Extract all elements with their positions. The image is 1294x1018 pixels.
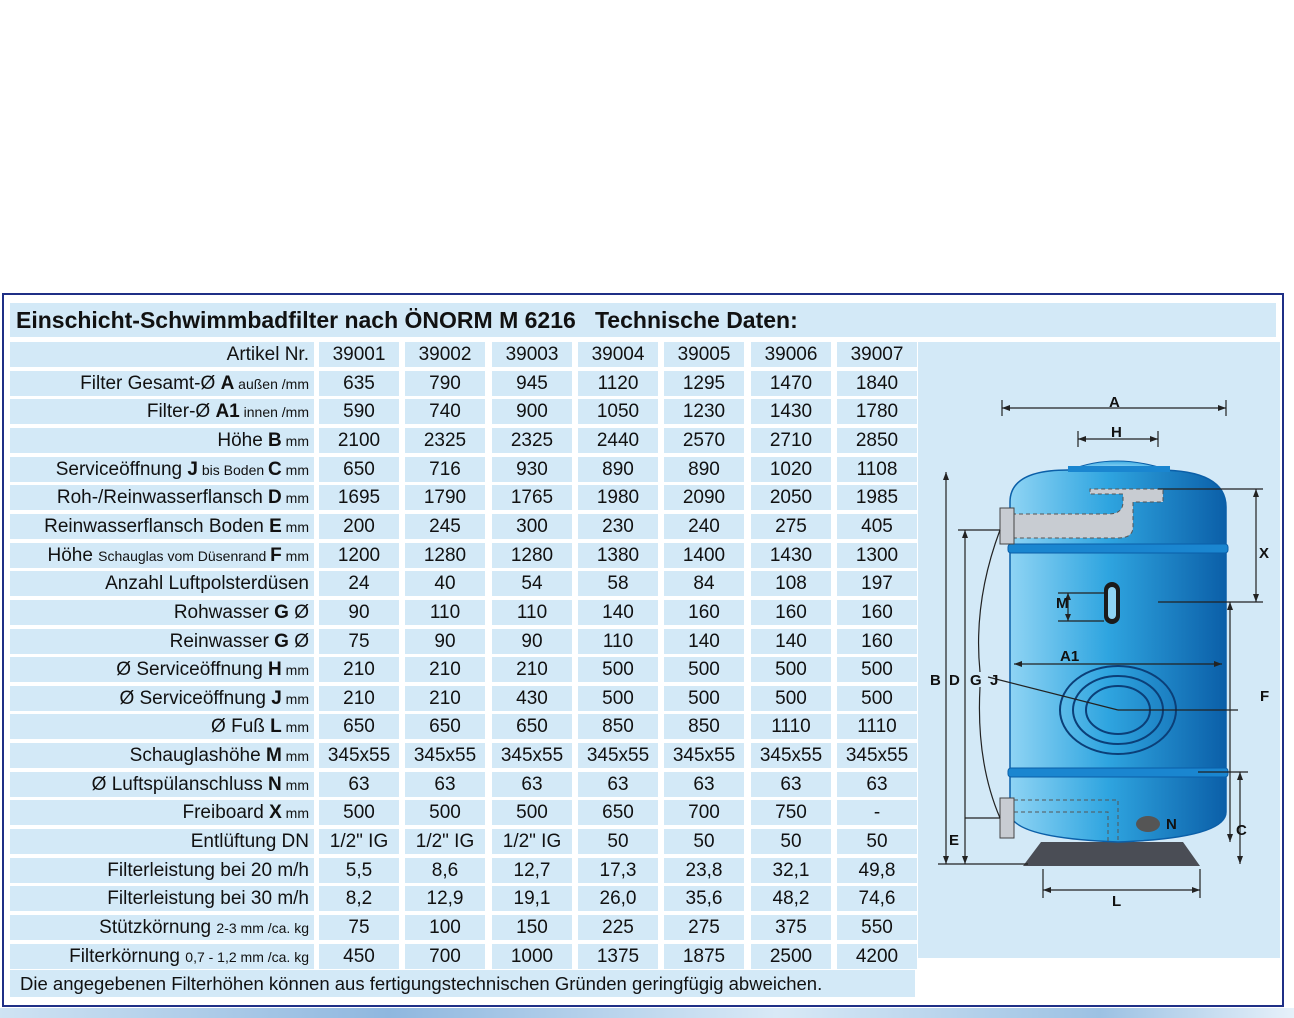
label-symbol: N xyxy=(268,774,282,795)
value-cell: 345x55 xyxy=(492,743,572,768)
value-cell: 39006 xyxy=(751,342,831,367)
value-cell: 84 xyxy=(664,571,744,596)
filter-diagram-panel xyxy=(918,342,1280,958)
row-label xyxy=(10,457,314,482)
value-cell: 63 xyxy=(837,772,917,797)
value-cell: 49,8 xyxy=(837,858,917,883)
value-cell: 210 xyxy=(405,686,485,711)
value-cell: 1110 xyxy=(751,714,831,739)
label-text: Artikel Nr. xyxy=(226,344,309,365)
lower-band xyxy=(1008,768,1228,777)
value-cell: 650 xyxy=(405,714,485,739)
table-row xyxy=(10,886,915,911)
table-row xyxy=(10,686,915,711)
value-cell: 2850 xyxy=(837,428,917,453)
value-cell: - xyxy=(837,800,917,825)
value-cell: 1430 xyxy=(751,399,831,424)
value-cell: 1280 xyxy=(492,543,572,568)
value-cell: 90 xyxy=(319,600,399,625)
value-cell: 500 xyxy=(578,686,658,711)
label-unit: mm xyxy=(281,519,309,535)
value-cell: 8,6 xyxy=(405,858,485,883)
label-text: Serviceöffnung xyxy=(55,459,188,480)
row-label xyxy=(10,371,314,396)
sight-glass-inner xyxy=(1108,587,1116,619)
value-cell: 930 xyxy=(492,457,572,482)
dim-label-l: L xyxy=(1112,893,1122,910)
value-cell: 1120 xyxy=(578,371,658,396)
title-bar xyxy=(10,303,1276,337)
value-cell: 850 xyxy=(664,714,744,739)
label-unit: mm xyxy=(281,490,309,506)
filter-diagram xyxy=(918,342,1280,958)
value-cell: 1780 xyxy=(837,399,917,424)
value-cell: 1470 xyxy=(751,371,831,396)
value-cell: 716 xyxy=(405,457,485,482)
value-cell: 1/2" IG xyxy=(319,829,399,854)
value-cell: 210 xyxy=(405,657,485,682)
label-unit: 2-3 mm /ca. kg xyxy=(216,920,309,936)
value-cell: 39003 xyxy=(492,342,572,367)
row-label xyxy=(10,858,314,883)
dim-label-h: H xyxy=(1111,424,1122,441)
value-cell: 110 xyxy=(578,629,658,654)
value-cell: 12,7 xyxy=(492,858,572,883)
value-cell: 1430 xyxy=(751,543,831,568)
value-cell: 2100 xyxy=(319,428,399,453)
label-text: Entlüftung DN xyxy=(190,831,309,852)
filter-lid-rim xyxy=(1068,466,1170,472)
title-sub: Technische Daten: xyxy=(594,307,798,333)
value-cell: 430 xyxy=(492,686,572,711)
air-wash-connection xyxy=(1136,816,1160,832)
value-cell: 39005 xyxy=(664,342,744,367)
dim-label-a1: A1 xyxy=(1060,648,1080,665)
row-label xyxy=(10,428,314,453)
value-cell: 63 xyxy=(664,772,744,797)
value-cell: 5,5 xyxy=(319,858,399,883)
label-text: Ø Luftspülanschluss xyxy=(91,774,269,795)
row-label xyxy=(10,743,314,768)
table-row xyxy=(10,800,915,825)
value-cell: 90 xyxy=(405,629,485,654)
row-label xyxy=(10,514,314,539)
value-cell: 1380 xyxy=(578,543,658,568)
table-row xyxy=(10,428,915,453)
label-text: Filterleistung bei 30 m/h xyxy=(107,888,309,909)
row-label xyxy=(10,829,314,854)
value-cell: 500 xyxy=(319,800,399,825)
lower-flange xyxy=(1000,798,1014,838)
label-text: Schauglashöhe xyxy=(129,745,266,766)
value-cell: 790 xyxy=(405,371,485,396)
value-cell: 160 xyxy=(837,629,917,654)
value-cell: 50 xyxy=(664,829,744,854)
value-cell: 890 xyxy=(664,457,744,482)
value-cell: 2710 xyxy=(751,428,831,453)
table-row xyxy=(10,858,915,883)
dim-label-n: N xyxy=(1166,816,1177,833)
filter-foot xyxy=(1023,842,1200,866)
value-cell: 1200 xyxy=(319,543,399,568)
label-symbol: A1 xyxy=(215,401,240,422)
value-cell: 1230 xyxy=(664,399,744,424)
value-cell: 1/2" IG xyxy=(492,829,572,854)
label-text: Ø Fuß xyxy=(211,716,271,737)
value-cell: 1840 xyxy=(837,371,917,396)
row-label xyxy=(10,800,314,825)
row-label xyxy=(10,944,314,969)
value-cell: 1400 xyxy=(664,543,744,568)
dim-label-a: A xyxy=(1109,394,1120,411)
value-cell: 1110 xyxy=(837,714,917,739)
label-text: Filter Gesamt-Ø xyxy=(80,373,221,394)
label-unit: mm xyxy=(281,433,309,449)
value-cell: 1295 xyxy=(664,371,744,396)
value-cell: 39002 xyxy=(405,342,485,367)
value-cell: 500 xyxy=(751,657,831,682)
value-cell: 225 xyxy=(578,915,658,940)
label-text: Höhe xyxy=(217,430,269,451)
value-cell: 2325 xyxy=(492,428,572,453)
upper-flange xyxy=(1000,508,1014,544)
value-cell: 1790 xyxy=(405,485,485,510)
dim-label-g: G xyxy=(970,672,982,689)
value-cell: 63 xyxy=(492,772,572,797)
label-text: Ø Serviceöffnung xyxy=(119,688,272,709)
value-cell: 750 xyxy=(751,800,831,825)
value-cell: 345x55 xyxy=(405,743,485,768)
value-cell: 240 xyxy=(664,514,744,539)
table-row xyxy=(10,629,915,654)
table-row xyxy=(10,743,915,768)
label-symbol-2: F xyxy=(270,545,282,566)
table-row xyxy=(10,342,915,367)
value-cell: 650 xyxy=(492,714,572,739)
label-symbol: E xyxy=(269,516,282,537)
label-unit: mm xyxy=(281,691,309,707)
value-cell: 500 xyxy=(664,686,744,711)
value-cell: 850 xyxy=(578,714,658,739)
value-cell: 1695 xyxy=(319,485,399,510)
label-text: Filterkörnung xyxy=(69,946,186,967)
value-cell: 160 xyxy=(837,600,917,625)
value-cell: 40 xyxy=(405,571,485,596)
value-cell: 110 xyxy=(405,600,485,625)
value-cell: 32,1 xyxy=(751,858,831,883)
label-unit: mm xyxy=(281,777,309,793)
row-label xyxy=(10,600,314,625)
value-cell: 50 xyxy=(751,829,831,854)
label-symbol: B xyxy=(268,430,282,451)
value-cell: 590 xyxy=(319,399,399,424)
table-row xyxy=(10,600,915,625)
value-cell: 39007 xyxy=(837,342,917,367)
label-unit: mm xyxy=(281,662,309,678)
value-cell: 210 xyxy=(492,657,572,682)
row-label xyxy=(10,686,314,711)
row-label xyxy=(10,629,314,654)
label-symbol: J xyxy=(187,459,198,480)
bottom-decor-strip xyxy=(0,1008,1294,1018)
value-cell: 345x55 xyxy=(578,743,658,768)
value-cell: 300 xyxy=(492,514,572,539)
value-cell: 345x55 xyxy=(319,743,399,768)
value-cell: 700 xyxy=(664,800,744,825)
label-symbol: L xyxy=(270,716,282,737)
value-cell: 700 xyxy=(405,944,485,969)
value-cell: 197 xyxy=(837,571,917,596)
value-cell: 635 xyxy=(319,371,399,396)
row-label xyxy=(10,915,314,940)
label-text: Anzahl Luftpolsterdüsen xyxy=(105,573,309,594)
value-cell: 1108 xyxy=(837,457,917,482)
label-text: Reinwasserflansch Boden xyxy=(44,516,270,537)
label-unit: bis Boden xyxy=(197,462,269,478)
label-unit: 0,7 - 1,2 mm /ca. kg xyxy=(185,949,309,965)
value-cell: 275 xyxy=(751,514,831,539)
dim-label-e: E xyxy=(949,832,960,849)
value-cell: 2090 xyxy=(664,485,744,510)
value-cell: 1050 xyxy=(578,399,658,424)
label-text: Filter-Ø xyxy=(146,401,216,422)
label-symbol-2: C xyxy=(268,459,282,480)
label-unit: mm xyxy=(281,805,309,821)
value-cell: 375 xyxy=(751,915,831,940)
value-cell: 4200 xyxy=(837,944,917,969)
value-cell: 650 xyxy=(319,714,399,739)
value-cell: 230 xyxy=(578,514,658,539)
value-cell: 345x55 xyxy=(664,743,744,768)
value-cell: 345x55 xyxy=(751,743,831,768)
table-row xyxy=(10,514,915,539)
row-label xyxy=(10,543,314,568)
value-cell: 90 xyxy=(492,629,572,654)
label-unit: mm xyxy=(281,719,309,735)
label-symbol: G xyxy=(274,631,289,652)
footnote: Die angegebenen Filterhöhen können aus fertigungstechnischen Gründen geringfügig abweichen. xyxy=(10,970,915,997)
value-cell: 2440 xyxy=(578,428,658,453)
dim-label-c: C xyxy=(1236,822,1247,839)
value-cell: 8,2 xyxy=(319,886,399,911)
row-label xyxy=(10,399,314,424)
value-cell: 550 xyxy=(837,915,917,940)
value-cell: 245 xyxy=(405,514,485,539)
value-cell: 24 xyxy=(319,571,399,596)
label-text: Rohwasser xyxy=(173,602,275,623)
label-text: Ø Serviceöffnung xyxy=(116,659,269,680)
row-label xyxy=(10,342,314,367)
value-cell: 17,3 xyxy=(578,858,658,883)
value-cell: 63 xyxy=(751,772,831,797)
value-cell: 35,6 xyxy=(664,886,744,911)
value-cell: 650 xyxy=(319,457,399,482)
table-row xyxy=(10,485,915,510)
value-cell: 2050 xyxy=(751,485,831,510)
value-cell: 140 xyxy=(578,600,658,625)
row-label xyxy=(10,886,314,911)
table-row xyxy=(10,457,915,482)
value-cell: 140 xyxy=(751,629,831,654)
label-unit-2: mm xyxy=(281,462,309,478)
value-cell: 500 xyxy=(405,800,485,825)
row-label xyxy=(10,714,314,739)
value-cell: 140 xyxy=(664,629,744,654)
label-unit: Schauglas vom Düsenrand xyxy=(98,548,271,564)
value-cell: 160 xyxy=(664,600,744,625)
dim-label-d: D xyxy=(949,672,960,689)
value-cell: 500 xyxy=(664,657,744,682)
label-symbol: G xyxy=(274,602,289,623)
value-cell: 1875 xyxy=(664,944,744,969)
value-cell: 2500 xyxy=(751,944,831,969)
label-unit: außen /mm xyxy=(234,376,309,392)
value-cell: 54 xyxy=(492,571,572,596)
label-unit: innen /mm xyxy=(239,404,309,420)
value-cell: 900 xyxy=(492,399,572,424)
value-cell: 74,6 xyxy=(837,886,917,911)
value-cell: 108 xyxy=(751,571,831,596)
row-label xyxy=(10,571,314,596)
value-cell: 23,8 xyxy=(664,858,744,883)
value-cell: 48,2 xyxy=(751,886,831,911)
value-cell: 1/2" IG xyxy=(405,829,485,854)
value-cell: 1000 xyxy=(492,944,572,969)
table-row xyxy=(10,714,915,739)
row-label xyxy=(10,772,314,797)
value-cell: 26,0 xyxy=(578,886,658,911)
value-cell: 39001 xyxy=(319,342,399,367)
table-row xyxy=(10,571,915,596)
value-cell: 2570 xyxy=(664,428,744,453)
label-symbol: M xyxy=(265,745,282,766)
label-tail: Ø xyxy=(288,631,309,652)
dim-label-j: J xyxy=(990,672,999,689)
value-cell: 39004 xyxy=(578,342,658,367)
label-text: Stützkörnung xyxy=(99,917,217,938)
label-symbol: J xyxy=(271,688,282,709)
label-unit-2: mm xyxy=(281,548,309,564)
value-cell: 63 xyxy=(319,772,399,797)
value-cell: 500 xyxy=(837,686,917,711)
dim-label-x: X xyxy=(1259,545,1270,562)
value-cell: 890 xyxy=(578,457,658,482)
dim-label-m: M xyxy=(1056,595,1069,612)
value-cell: 50 xyxy=(578,829,658,854)
table-row xyxy=(10,944,915,969)
label-text: Roh-/Reinwasserflansch xyxy=(56,487,269,508)
value-cell: 58 xyxy=(578,571,658,596)
title-main: Einschicht-Schwimmbadfilter nach ÖNORM M 6216 xyxy=(16,307,576,333)
value-cell: 2325 xyxy=(405,428,485,453)
label-symbol: A xyxy=(220,373,235,394)
value-cell: 275 xyxy=(664,915,744,940)
value-cell: 650 xyxy=(578,800,658,825)
value-cell: 450 xyxy=(319,944,399,969)
label-text: Höhe xyxy=(47,545,99,566)
label-tail: Ø xyxy=(288,602,309,623)
table-row xyxy=(10,915,915,940)
upper-band xyxy=(1008,544,1228,553)
value-cell: 50 xyxy=(837,829,917,854)
value-cell: 160 xyxy=(751,600,831,625)
value-cell: 110 xyxy=(492,600,572,625)
label-text: Filterleistung bei 20 m/h xyxy=(107,860,309,881)
value-cell: 1020 xyxy=(751,457,831,482)
value-cell: 740 xyxy=(405,399,485,424)
value-cell: 500 xyxy=(578,657,658,682)
label-symbol: H xyxy=(268,659,282,680)
label-symbol: X xyxy=(269,802,282,823)
value-cell: 200 xyxy=(319,514,399,539)
value-cell: 12,9 xyxy=(405,886,485,911)
table-row xyxy=(10,399,915,424)
value-cell: 63 xyxy=(578,772,658,797)
value-cell: 19,1 xyxy=(492,886,572,911)
row-label xyxy=(10,485,314,510)
label-unit: mm xyxy=(281,748,309,764)
value-cell: 1375 xyxy=(578,944,658,969)
value-cell: 945 xyxy=(492,371,572,396)
value-cell: 150 xyxy=(492,915,572,940)
table-row xyxy=(10,543,915,568)
label-text: Freiboard xyxy=(182,802,270,823)
value-cell: 63 xyxy=(405,772,485,797)
value-cell: 1280 xyxy=(405,543,485,568)
value-cell: 100 xyxy=(405,915,485,940)
value-cell: 500 xyxy=(751,686,831,711)
row-label xyxy=(10,657,314,682)
value-cell: 1980 xyxy=(578,485,658,510)
table-row xyxy=(10,829,915,854)
dim-label-b: B xyxy=(930,672,941,689)
value-cell: 500 xyxy=(837,657,917,682)
value-cell: 75 xyxy=(319,629,399,654)
table-row xyxy=(10,657,915,682)
value-cell: 210 xyxy=(319,657,399,682)
dim-label-f: F xyxy=(1260,688,1270,705)
value-cell: 1765 xyxy=(492,485,572,510)
table-row xyxy=(10,772,915,797)
label-text: Reinwasser xyxy=(169,631,275,652)
value-cell: 1300 xyxy=(837,543,917,568)
value-cell: 405 xyxy=(837,514,917,539)
value-cell: 75 xyxy=(319,915,399,940)
value-cell: 1985 xyxy=(837,485,917,510)
value-cell: 210 xyxy=(319,686,399,711)
value-cell: 500 xyxy=(492,800,572,825)
value-cell: 345x55 xyxy=(837,743,917,768)
table-row xyxy=(10,371,915,396)
label-symbol: D xyxy=(268,487,282,508)
